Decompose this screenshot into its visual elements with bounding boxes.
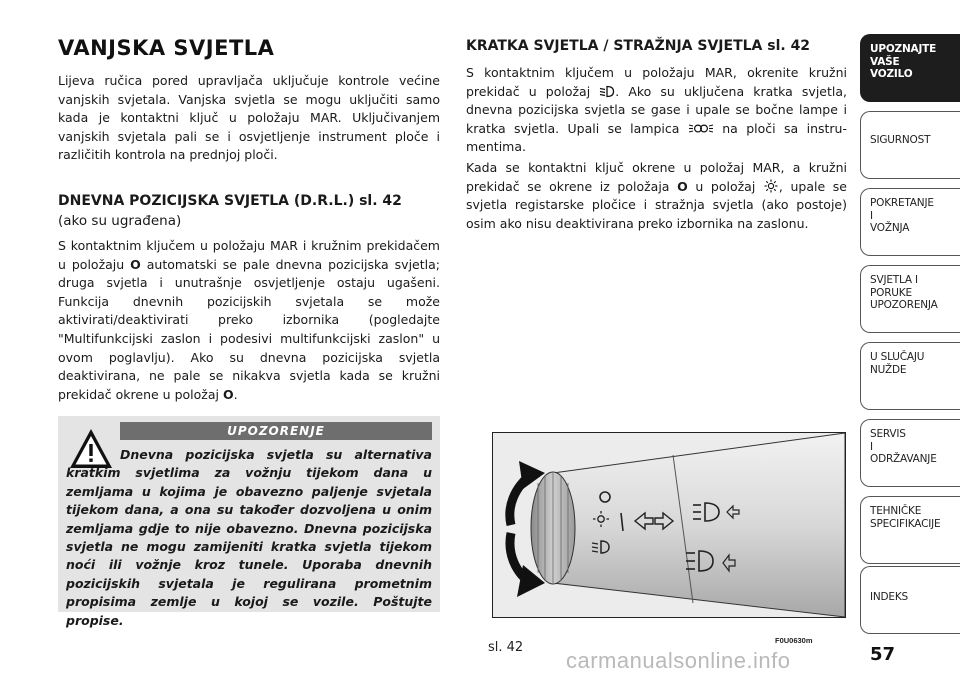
- off-position-icon: O: [222, 386, 234, 402]
- page-number: 57: [870, 644, 896, 665]
- rear-lights-text-2: u položaj: [695, 178, 756, 194]
- drl-text-end: .: [233, 386, 238, 402]
- low-beam-text-2: . Ako su uključena kratka svjetla, dnevna pozicijska svjetla se gase i upale se bočne lampe i kratka svjetla. Upali se lampica: [466, 83, 847, 136]
- tab-servis-i-odrzavanje[interactable]: SERVIS I ODRŽAVANJE: [860, 419, 960, 487]
- low-beam-heading: KRATKA SVJETLA / STRAŽNJA SVJETLA sl. 42: [466, 38, 811, 54]
- side-lights-icon: [688, 122, 714, 135]
- warning-heading: UPOZORENJE: [120, 422, 432, 440]
- light-stalk-figure: [492, 432, 846, 618]
- left-column: [58, 36, 440, 404]
- tab-upoznajte-vase-vozilo[interactable]: UPOZNAJTE VAŠE VOZILO: [860, 34, 960, 102]
- drl-text-1: S kontaktnim ključem u položaju MAR i kružnim prekidačem u položaju: [58, 237, 440, 272]
- intro-paragraph: Lijeva ručica pored upravljača uključuje kontrole većine vanjskih svjetala. Vanjska svjetla se mogu uključiti samo kada je kontaktni ključ u položaju MAR. Uključivanjem vanjskih svjetala pali se i osvjetljenje instrument ploče i različitih kontrola na prednjoj ploči.: [58, 73, 440, 163]
- tab-indeks[interactable]: INDEKS: [860, 566, 960, 634]
- tab-tehnicke-specifikacije[interactable]: TEHNIČKE SPECIFIKACIJE: [860, 496, 960, 564]
- rear-lights-text-1: Kada se kontaktni ključ okrene u položaj MAR, a kružni prekidač se okrene iz položaja: [466, 159, 847, 194]
- drl-heading: DNEVNA POZICIJSKA SVJETLA (D.R.L.) sl. 42: [58, 192, 402, 209]
- position-lights-icon: [763, 179, 779, 193]
- watermark: carmanualsonline.info: [566, 648, 791, 673]
- low-beam-text-1: S kontaktnim ključem u položaju MAR, okrenite kružni prekidač u položaj: [466, 65, 847, 99]
- figure-code: F0U0630m: [775, 636, 813, 645]
- chapter-sidebar: [860, 34, 960, 634]
- low-beam-paragraph-1: [466, 64, 847, 157]
- section-title: VANJSKA SVJETLA: [58, 36, 275, 60]
- right-column: [466, 36, 847, 233]
- low-beam-icon: [599, 85, 615, 98]
- drl-paragraph: [58, 237, 440, 404]
- low-beam-paragraph-2: [466, 159, 847, 233]
- drl-text-2: automatski se pale dnevna pozicijska svjetla; druga svjetla i unutrašnje osvjetljenje ostaju ugašeni. Funkcija dnevnih pozicijskih svjetala se može aktivirati/deaktivirati preko izbornika (pogledajte "Multifunkcijski zaslon i podesivi multifunkcijski zaslon" u ovom poglavlju). Ako su dnevna pozicijska svjetla deaktivirana, ne pale se nikakva svjetla kada se kružni prekidač okrene u položaj: [58, 256, 440, 402]
- low-beam-text-3: na ploči sa instru-mentima.: [466, 120, 847, 155]
- warning-text: Dnevna pozicijska svjetla su alternativa kratkim svjetlima za vožnju tijekom dana u zemljama u kojima je obavezno paljenje svjetala tijekom dana, a ona su također dozvoljena u onim zemljama gdje to nije obavezno. Dnevna pozicijska svjetla ne mogu zamijeniti kratka svjetla tijekom noći ili vožnje kroz tunele. Uporaba dnevnih pozicijskih svjetala je regulirana prometnim propisima zemlje u kojoj se vozile. Poštujte propise.: [66, 447, 432, 628]
- figure-caption: sl. 42: [488, 640, 524, 655]
- tab-svjetla-i-poruke-upozorenja[interactable]: SVJETLA I PORUKE UPOZORENJA: [860, 265, 960, 333]
- tab-sigurnost[interactable]: SIGURNOST: [860, 111, 960, 179]
- tab-pokretanje-i-voznja[interactable]: POKRETANJE I VOŽNJA: [860, 188, 960, 256]
- light-stalk-illustration: [493, 433, 845, 617]
- drl-note: (ako su ugrađena): [58, 212, 182, 229]
- off-position-icon: O: [677, 178, 688, 194]
- rear-lights-text-3: , upale se svjetla registarske pločice i stražnja svjetla (ako postoje) osim ako nisu deaktivirana preko izbornika na zaslonu.: [466, 178, 848, 231]
- off-position-icon: O: [130, 256, 141, 272]
- warning-box: [58, 416, 440, 628]
- tab-u-slucaju-nuzde[interactable]: U SLUČAJU NUŽDE: [860, 342, 960, 410]
